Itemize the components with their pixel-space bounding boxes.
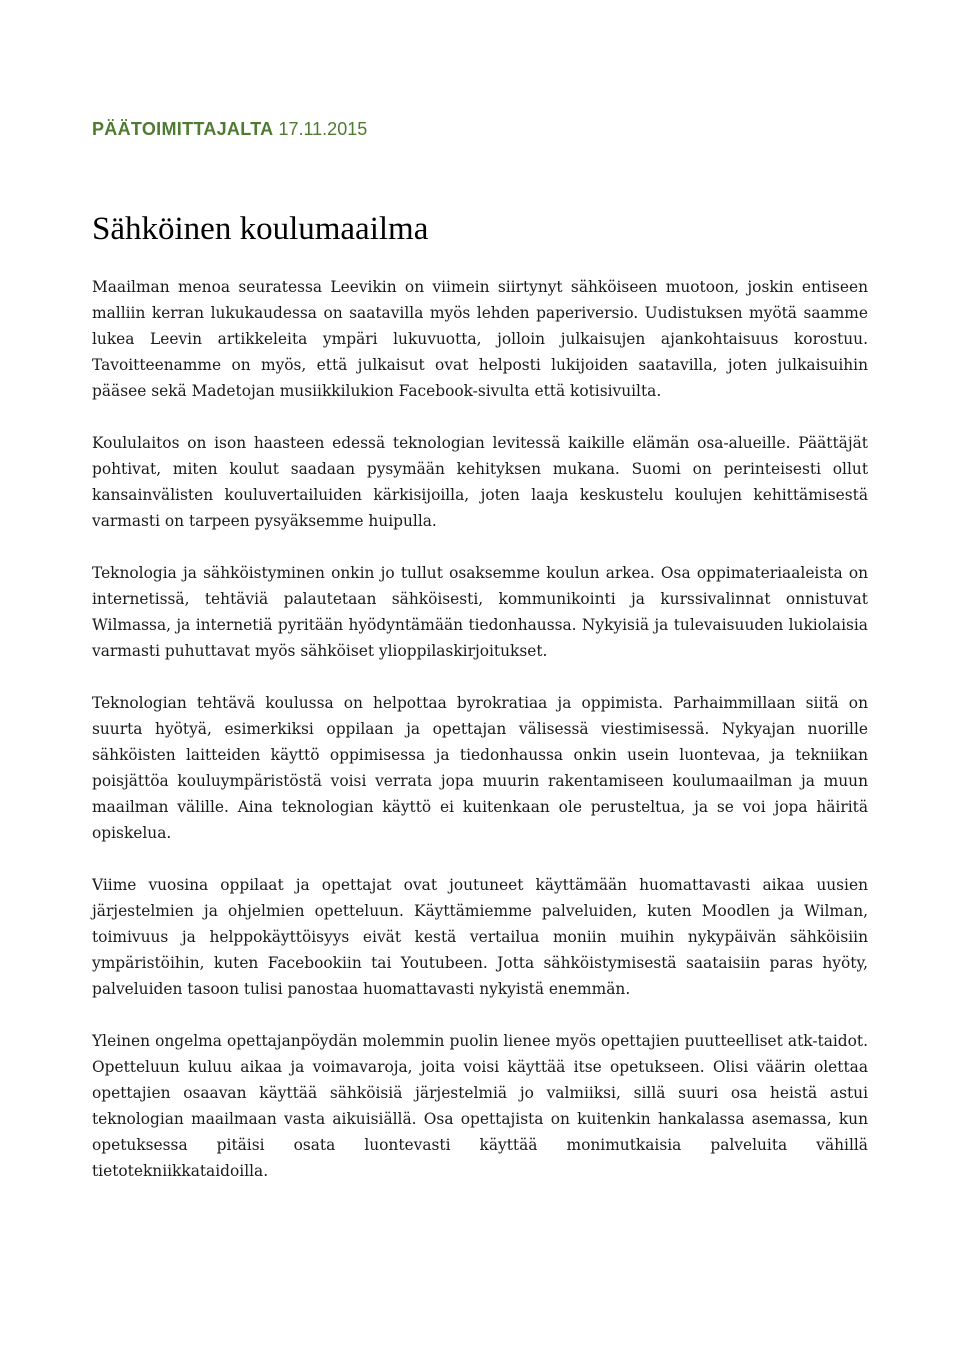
publish-date: 17.11.2015: [278, 119, 368, 139]
article-title: Sähköinen koulumaailma: [92, 211, 429, 247]
paragraph: Koululaitos on ison haasteen edessä teknologian levitessä kaikille elämän osa-alueille. Päättäjät pohtivat, miten koulut saadaan pysymään kehityksen mukana. Suomi on perinteisesti ollut kansainvälisten kouluvertailuiden kärkisijoilla, joten laaja keskustelu koulujen kehittämisestä varmasti on tarpeen pysyäksemme huipulla.: [92, 434, 868, 530]
section-header: [92, 117, 367, 141]
paragraph: Yleinen ongelma opettajanpöydän molemmin puolin lienee myös opettajien puutteelliset atk-taidot. Opetteluun kuluu aikaa ja voimavaroja, joita voisi käyttää itse opetukseen. Olisi väärin olettaa opettajien osaavan käyttää sähköisiä järjestelmiä jo valmiiksi, sillä suuri osa heistä astui teknologian maailmaan vasta aikuisiällä. Osa opettajista on kuitenkin hankalassa asemassa, kun opetuksessa pitäisi osata luontevasti käyttää monimutkaisia palveluita vähillä tietotekniikkataidoilla.: [92, 1032, 868, 1180]
article-body: [92, 274, 868, 1210]
paragraph: Teknologian tehtävä koulussa on helpottaa byrokratiaa ja oppimista. Parhaimmillaan siitä on suurta hyötyä, esimerkiksi oppilaan ja opettajan välisessä viestimisessä. Nykyajan nuorille sähköisten laitteiden käyttö oppimisessa ja tiedonhaussa onkin usein luontevaa, ja tekniikan poisjättöa kouluympäristöstä voisi verrata jopa muurin rakentamiseen koulumaailman ja muun maailman välille. Aina teknologian käyttö ei kuitenkaan ole perusteltua, ja se voi jopa häiritä opiskelua.: [92, 694, 868, 842]
paragraph: Viime vuosina oppilaat ja opettajat ovat joutuneet käyttämään huomattavasti aikaa uusien järjestelmien ja ohjelmien opetteluun. Käyttämiemme palveluiden, kuten Moodlen ja Wilman, toimivuus ja helppokäyttöisyys eivät kestä vertailua moniin muihin nykypäivän sähköisiin ympäristöihin, kuten Facebookiin tai Youtubeen. Jotta sähköistymisestä saataisiin paras hyöty, palveluiden tasoon tulisi panostaa huomattavasti nykyistä enemmän.: [92, 876, 868, 998]
paragraph: Maailman menoa seuratessa Leevikin on viimein siirtynyt sähköiseen muotoon, joskin entiseen malliin kerran lukukaudessa on saatavilla myös lehden paperiversio. Uudistuksen myötä saamme lukea Leevin artikkeleita ympäri lukuvuotta, jolloin julkaisujen ajankohtaisuus korostuu. Tavoitteenamme on myös, että julkaisut ovat helposti lukijoiden saatavilla, joten julkaisuihin pääsee sekä Madetojan musiikkilukion Facebook-sivulta että kotisivuilta.: [92, 278, 868, 400]
section-label: PÄÄTOIMITTAJALTA: [92, 119, 274, 139]
paragraph: Teknologia ja sähköistyminen onkin jo tullut osaksemme koulun arkea. Osa oppimateriaaleista on internetissä, tehtäviä palautetaan sähköisesti, kommunikointi ja kurssivalinnat onnistuvat Wilmassa, ja internetiä pyritään hyödyntämään tiedonhaussa. Nykyisiä ja tulevaisuuden lukiolaisia varmasti puhuttavat myös sähköiset ylioppilaskirjoitukset.: [92, 564, 868, 660]
